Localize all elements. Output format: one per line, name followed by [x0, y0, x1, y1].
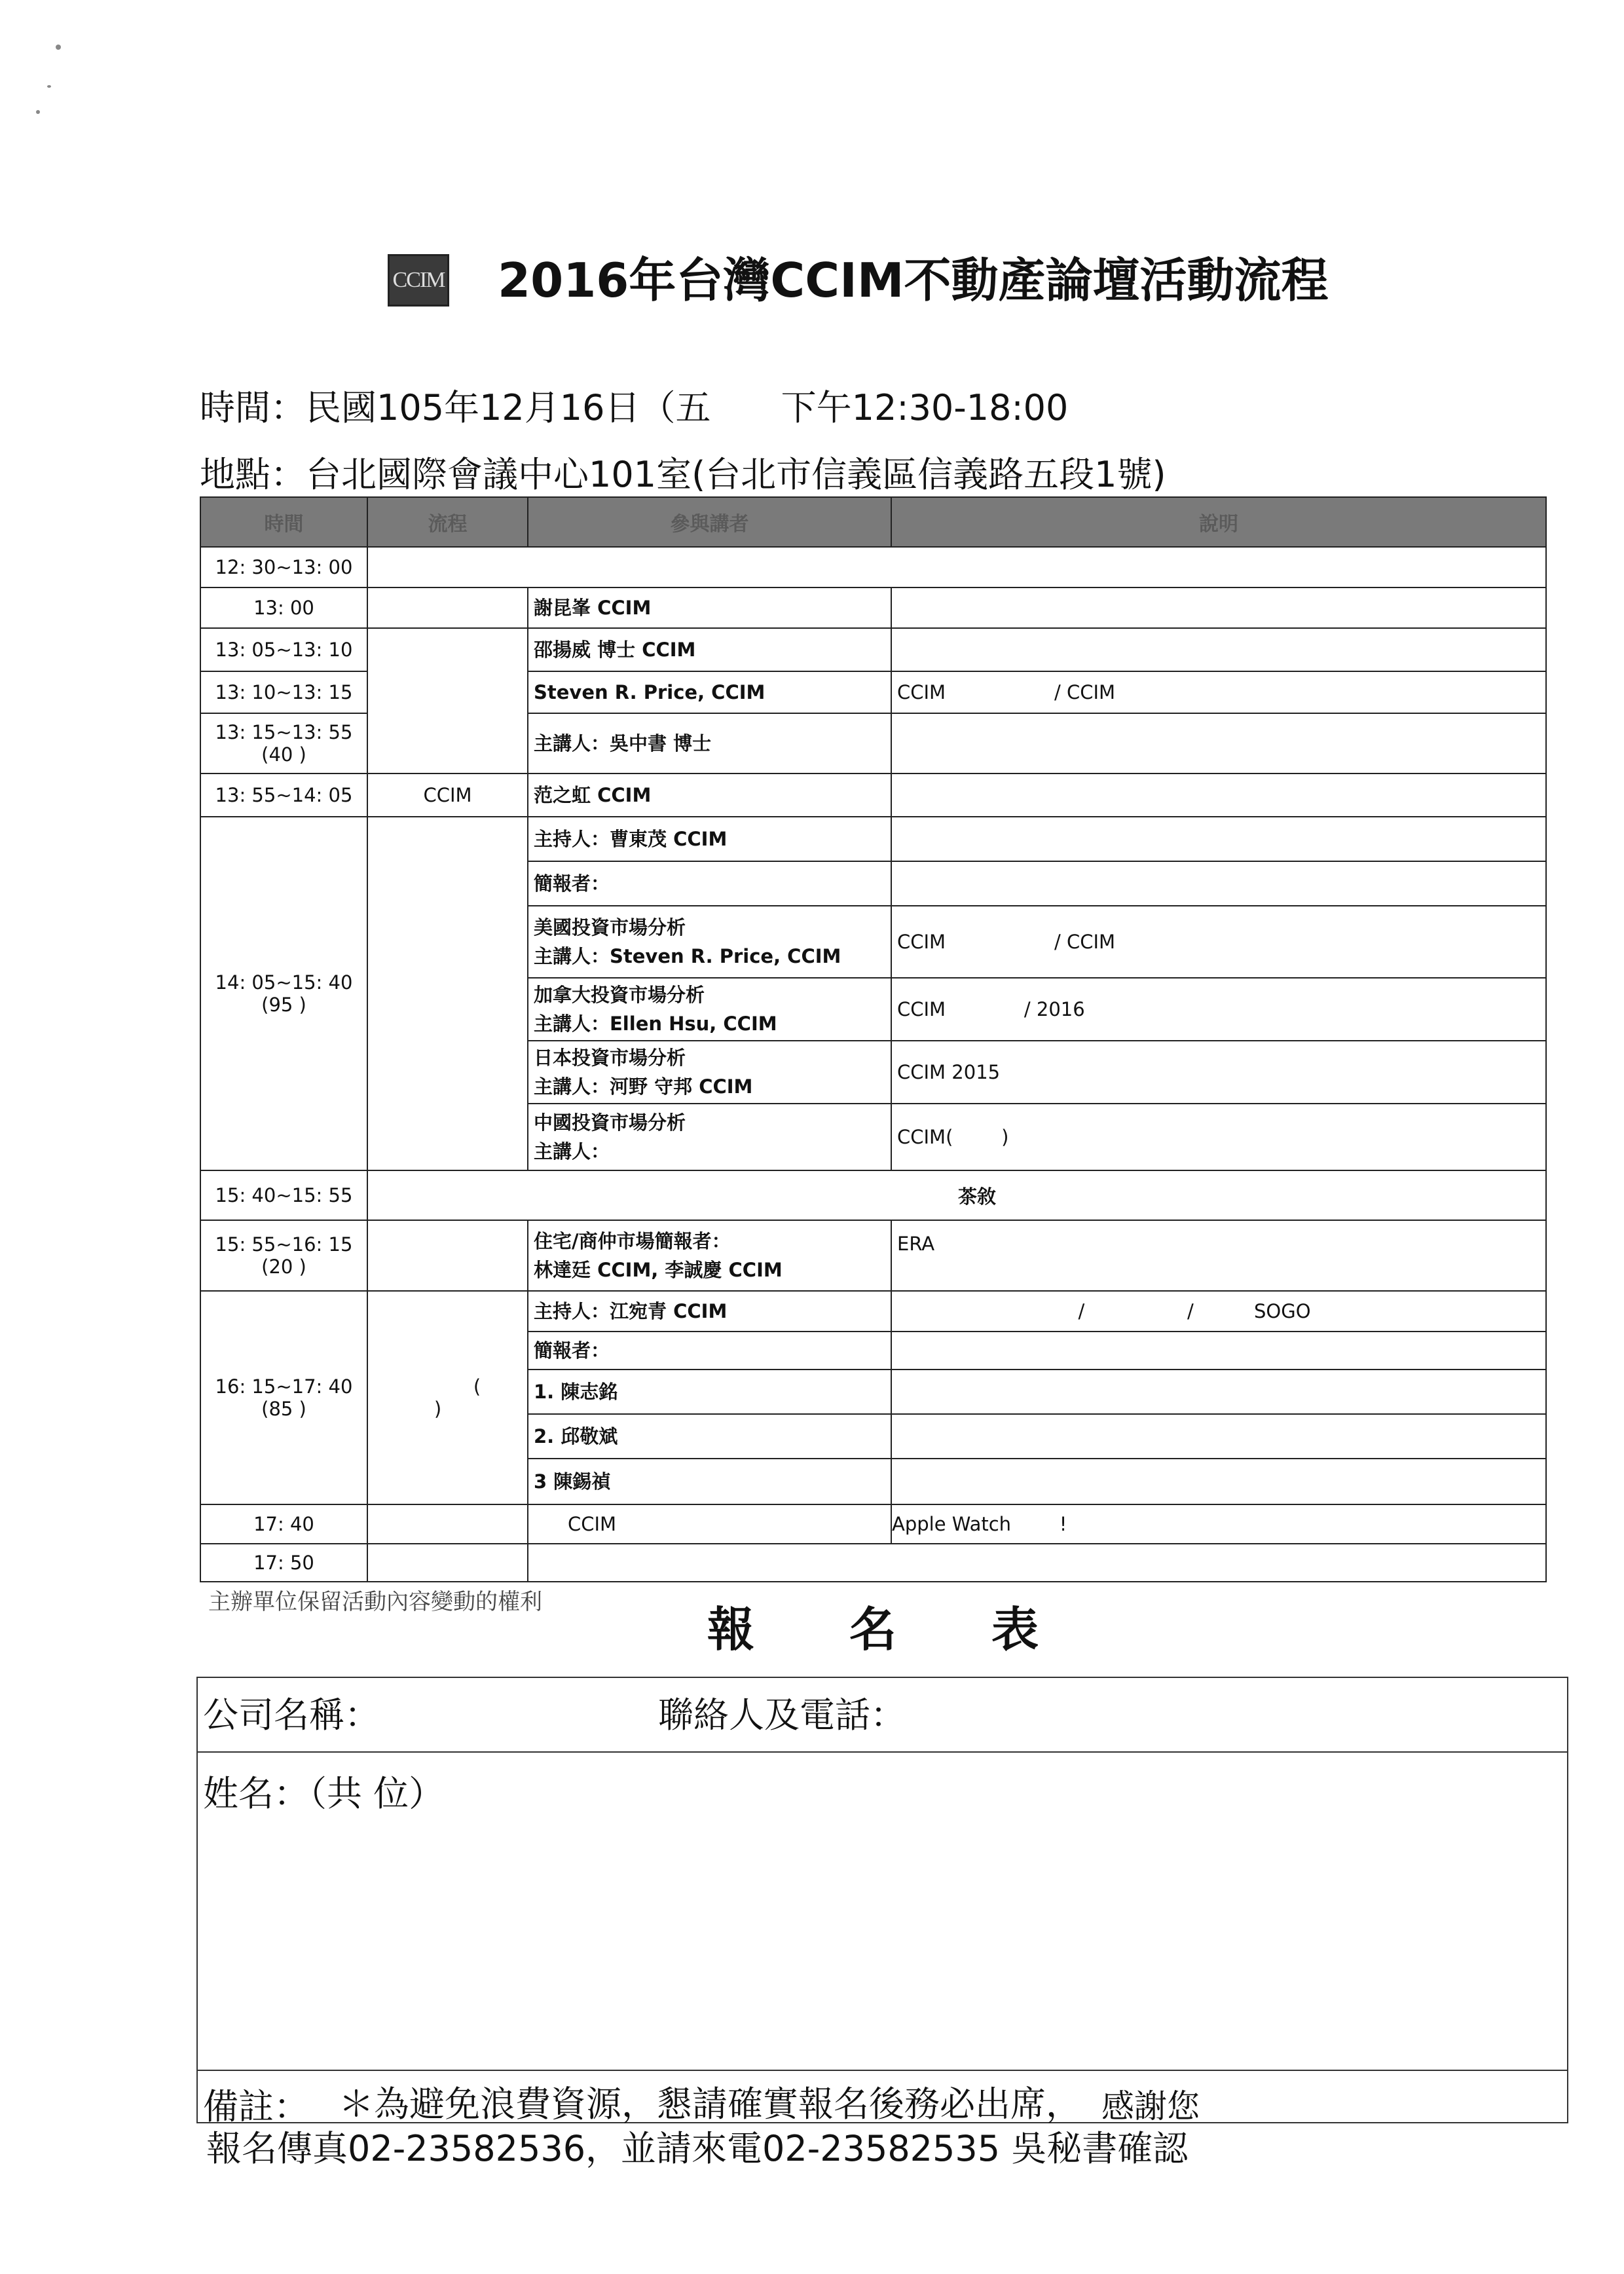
speaker-cell: 簡報者： [528, 861, 891, 906]
description-cell [891, 817, 1546, 861]
flow-cell [367, 628, 528, 774]
speaker-cell: 3 陳錫禎 [528, 1459, 891, 1504]
description-cell: CCIM / 2016 [891, 978, 1546, 1041]
event-venue: 地點：台北國際會議中心101室(台北市信義區信義路五段1號) [200, 454, 1166, 495]
description-cell [891, 713, 1546, 774]
speaker-cell [528, 906, 891, 978]
form-title-char: 報 [707, 1602, 755, 1657]
form-title-char: 名 [849, 1602, 897, 1657]
description-cell [891, 1459, 1546, 1504]
speaker-cell: 簡報者： [528, 1332, 891, 1370]
time-cell: 17: 50 [200, 1544, 367, 1582]
speaker-cell: 邵揚威 博士 CCIM [528, 628, 891, 671]
duration: (95 ) [261, 994, 306, 1016]
speaker-cell: 1. 陳志銘 [528, 1370, 891, 1414]
speaker-cell [528, 1041, 891, 1104]
speaker-cell: CCIM [528, 1504, 891, 1544]
speaker: 主講人：河野 守邦 CCIM [534, 1075, 753, 1098]
table-row [200, 1504, 1546, 1544]
flow-cell: CCIM [367, 774, 528, 817]
speaker-cell: 主講人：吳中書 博士 [528, 713, 891, 774]
remark-text: ＊為避免浪費資源，懇請確實報名後務必出席， [339, 2083, 1081, 2125]
topic: 中國投資市場分析 [534, 1111, 686, 1134]
row-content [367, 547, 1546, 587]
row-content [528, 1544, 1546, 1582]
table-row [200, 817, 1546, 861]
description-cell [891, 774, 1546, 817]
disclaimer: 主辦單位保留活動內容變動的權利 [208, 1589, 542, 1615]
speaker-cell: 2. 邱敬斌 [528, 1414, 891, 1459]
time-cell [200, 1220, 367, 1291]
description-cell: ERA [891, 1220, 1546, 1291]
header-flow: 流程 [367, 497, 528, 547]
time-cell [200, 1291, 367, 1504]
description-cell: CCIM / CCIM [891, 671, 1546, 713]
flow-cell [367, 587, 528, 628]
scan-speck [56, 45, 61, 50]
remark-thanks: 感謝您 [1101, 2087, 1200, 2125]
flow-cell [367, 817, 528, 1170]
break-cell: 茶敘 [367, 1170, 1546, 1220]
topic: 加拿大投資市場分析 [534, 984, 705, 1006]
form-title-char: 表 [991, 1602, 1039, 1657]
topic: 住宅/商仲市場簡報者： [534, 1230, 731, 1252]
table-row [200, 547, 1546, 587]
speaker: 主講人：Ellen Hsu, CCIM [534, 1013, 777, 1035]
scan-speck [47, 85, 51, 88]
speaker-cell: 主持人：江宛青 CCIM [528, 1291, 891, 1332]
paren-open: ( [473, 1375, 481, 1398]
time-cell: 13: 00 [200, 587, 367, 628]
flow-cell [367, 1291, 528, 1504]
header-time: 時間 [200, 497, 367, 547]
speaker-cell [528, 1220, 891, 1291]
scan-speck [36, 110, 40, 114]
time-cell: 15: 40~15: 55 [200, 1170, 367, 1220]
description-cell [891, 628, 1546, 671]
table-row [200, 587, 1546, 628]
speaker-cell [528, 978, 891, 1041]
description-cell: CCIM / CCIM [891, 906, 1546, 978]
form-title [707, 1592, 1039, 1660]
table-row [200, 1170, 1546, 1220]
description-cell [891, 1414, 1546, 1459]
flow-cell [367, 1220, 528, 1291]
time-cell [200, 817, 367, 1170]
topic: 日本投資市場分析 [534, 1047, 686, 1069]
speaker-cell: Steven R. Price, CCIM [528, 671, 891, 713]
time-range: 15: 55~16: 15 [215, 1233, 353, 1256]
name-label: 姓名：（共 位） [203, 1773, 445, 1814]
schedule-table [200, 496, 1547, 1582]
event-time-range: 下午12:30-18:00 [781, 387, 1069, 428]
logo-text: CCIM [392, 268, 445, 292]
time-range: 13: 15~13: 55 [215, 721, 353, 743]
description-cell: CCIM( ) [891, 1104, 1546, 1170]
remark-row [196, 2070, 1568, 2127]
table-row [200, 1544, 1546, 1582]
remark-label: 備註： [203, 2086, 309, 2127]
time-cell: 17: 40 [200, 1504, 367, 1544]
speaker-cell [528, 1104, 891, 1170]
table-row [200, 628, 1546, 671]
duration: (40 ) [261, 743, 306, 766]
description-cell: CCIM 2015 [891, 1041, 1546, 1104]
ccim-logo [388, 254, 449, 307]
time-cell: 13: 05~13: 10 [200, 628, 367, 671]
description-cell: Apple Watch ! [891, 1504, 1546, 1544]
topic: 美國投資市場分析 [534, 916, 686, 939]
speaker-cell: 主持人：曹東茂 CCIM [528, 817, 891, 861]
table-row [200, 1220, 1546, 1291]
flow-cell [367, 1504, 528, 1544]
flow-cell [367, 1544, 528, 1582]
header-speakers: 參與講者 [528, 497, 891, 547]
speaker: 林達廷 CCIM, 李誠慶 CCIM [534, 1259, 783, 1281]
time-cell: 13: 55~14: 05 [200, 774, 367, 817]
speaker: 主講人： [534, 1140, 610, 1163]
time-range: 16: 15~17: 40 [215, 1375, 353, 1398]
registration-footer: 報名傳真02-23582536，並請來電02-23582535 吳秘書確認 [206, 2128, 1189, 2169]
time-cell [200, 713, 367, 774]
duration: (85 ) [261, 1398, 306, 1420]
company-row[interactable] [196, 1677, 1568, 1753]
description-cell [891, 861, 1546, 906]
time-cell: 13: 10~13: 15 [200, 671, 367, 713]
time-range: 14: 05~15: 40 [215, 971, 353, 994]
description-cell [891, 587, 1546, 628]
header-description: 說明 [891, 497, 1546, 547]
table-row [200, 1291, 1546, 1332]
speaker-cell: 謝昆峯 CCIM [528, 587, 891, 628]
schedule-header-row [200, 497, 1546, 547]
name-field[interactable] [196, 1751, 1568, 2071]
time-cell: 12: 30~13: 00 [200, 547, 367, 587]
event-date: 時間：民國105年12月16日（五 [200, 387, 711, 428]
speaker-cell: 范之虹 CCIM [528, 774, 891, 817]
description-cell [891, 1332, 1546, 1370]
table-row [200, 774, 1546, 817]
duration: (20 ) [261, 1256, 306, 1278]
page-title: 2016年台灣CCIM不動產論壇活動流程 [498, 253, 1329, 308]
description-cell: / / SOGO [891, 1291, 1546, 1332]
contact-label: 聯絡人及電話： [658, 1694, 906, 1736]
description-cell [891, 1370, 1546, 1414]
company-label: 公司名稱： [203, 1694, 380, 1736]
speaker: 主講人：Steven R. Price, CCIM [534, 945, 841, 967]
event-time [200, 380, 1068, 430]
paren-close: ) [434, 1398, 442, 1420]
